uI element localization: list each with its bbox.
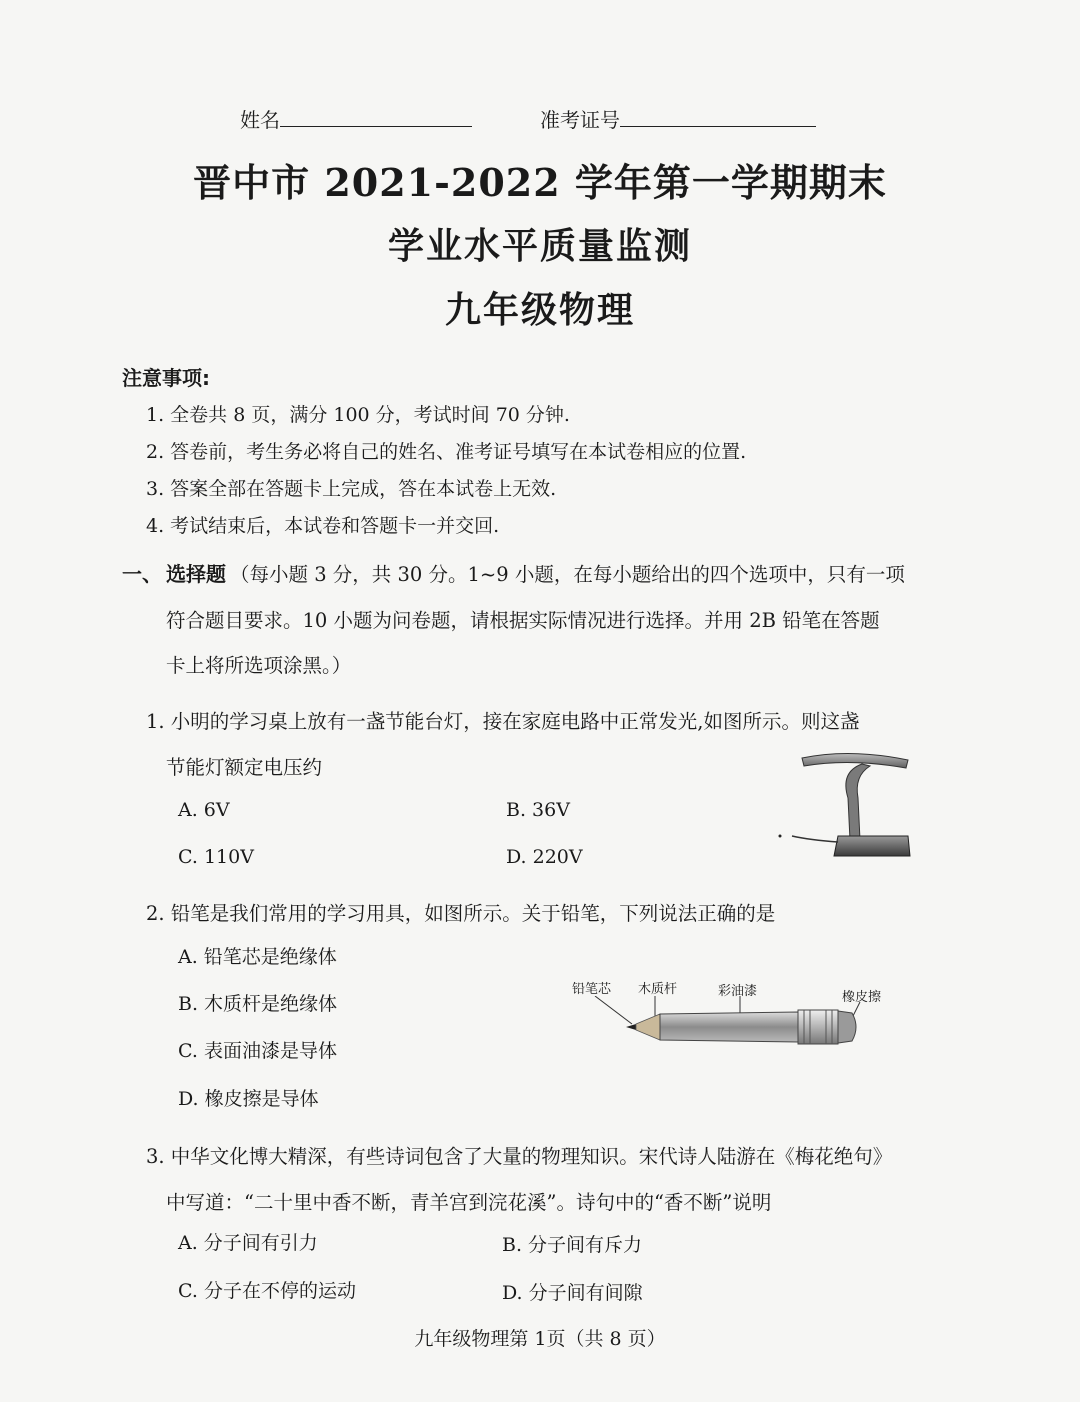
q1-option-d: D. 220V [506, 846, 583, 868]
exam-id-label: 准考证号 [540, 108, 620, 132]
name-field [240, 104, 472, 133]
section-title: 选择题 [166, 562, 226, 586]
q2-option-c: C. 表面油漆是导体 [178, 1040, 337, 1062]
q3-option-d: D. 分子间有间隙 [502, 1282, 643, 1304]
notes-heading: 注意事项: [122, 366, 210, 390]
q2-stem-line-1: 2. 铅笔是我们常用的学习用具，如图所示。关于铅笔，下列说法正确的是 [146, 902, 776, 925]
name-blank [280, 124, 472, 127]
q1-option-b: B. 36V [506, 799, 570, 821]
q3-option-c: C. 分子在不停的运动 [178, 1280, 356, 1302]
title-line-3: 九年级物理 [444, 289, 635, 331]
name-label: 姓名 [240, 108, 280, 132]
pencil-figure [590, 996, 880, 1052]
note-item: 2. 答卷前，考生务必将自己的姓名、准考证号填写在本试卷相应的位置. [146, 441, 747, 463]
pencil-label-paint: 彩油漆 [718, 984, 758, 999]
q1-option-c: C. 110V [178, 846, 254, 868]
q3-stem-line-1: 3. 中华文化博大精深，有些诗词包含了大量的物理知识。宋代诗人陆游在《梅花绝句》 [146, 1145, 893, 1168]
pencil-label-wood: 木质杆 [638, 982, 678, 997]
q1-stem-line-2: 节能灯额定电压约 [166, 756, 323, 779]
q3-stem-line-2: 中写道：“二十里中香不断，青羊宫到浣花溪”。诗句中的“香不断”说明 [166, 1191, 772, 1214]
section-number: 一、 [122, 562, 162, 586]
title-line-2: 学业水平质量监测 [387, 225, 692, 267]
exam-id-blank [620, 124, 816, 127]
section-desc-line-3: 卡上将所选项涂黑。） [166, 654, 352, 677]
note-item: 4. 考试结束后，本试卷和答题卡一并交回. [146, 515, 500, 537]
q2-option-d: D. 橡皮擦是导体 [178, 1088, 319, 1110]
q3-option-a: A. 分子间有引力 [178, 1232, 318, 1254]
page-footer: 九年级物理第 1页（共 8 页） [414, 1328, 666, 1350]
q2-option-b: B. 木质杆是绝缘体 [178, 993, 338, 1015]
q1-option-a: A. 6V [178, 799, 230, 821]
q1-stem-line-1: 1. 小明的学习桌上放有一盏节能台灯，接在家庭电路中正常发光,如图所示。则这盏 [146, 710, 860, 733]
section-desc-line-2: 符合题目要求。10 小题为问卷题，请根据实际情况进行选择。并用 2B 铅笔在答题 [166, 609, 880, 632]
q3-option-b: B. 分子间有斥力 [502, 1234, 643, 1256]
pencil-label-eraser: 橡皮擦 [842, 990, 882, 1005]
pencil-label-lead: 铅笔芯 [572, 982, 612, 997]
desk-lamp-figure [770, 744, 920, 864]
exam-id-field [540, 104, 816, 133]
section-desc-line-1: （每小题 3 分，共 30 分。1~9 小题，在每小题给出的四个选项中，只有一项 [230, 563, 905, 586]
note-item: 1. 全卷共 8 页，满分 100 分，考试时间 70 分钟. [146, 404, 570, 426]
title-line-1: 晋中市 2021-2022 学年第一学期期末 [193, 160, 887, 205]
q2-option-a: A. 铅笔芯是绝缘体 [178, 946, 337, 968]
note-item: 3. 答案全部在答题卡上完成，答在本试卷上无效. [146, 478, 557, 500]
